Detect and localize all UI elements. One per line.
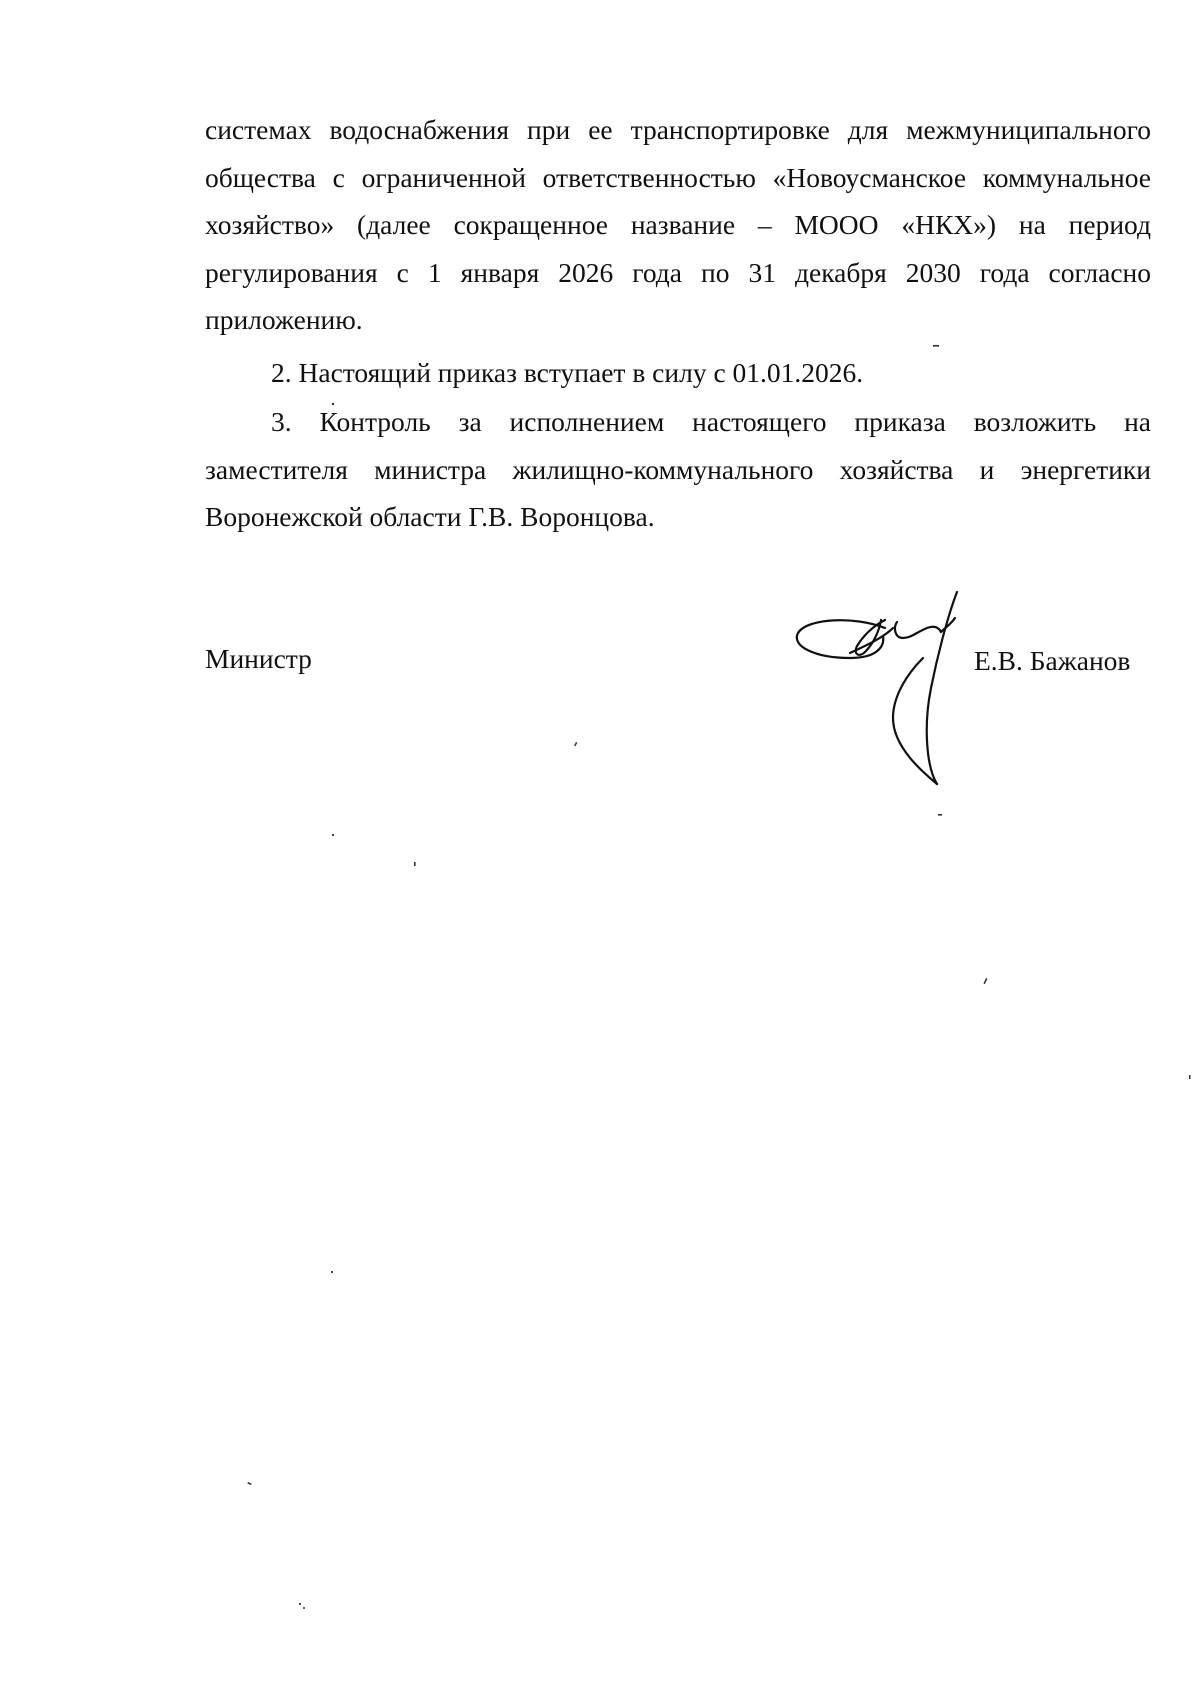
paragraph-control: 3. Контроль за исполнением настоящего приказа возложить на заместителя министра жилищно-коммунального хозяйства и энергетики Воронежской области Г.В. Воронцова. — [205, 406, 1151, 532]
handwritten-signature — [795, 588, 985, 788]
signatory-position: Министр — [205, 643, 312, 674]
paragraph-continued: системах водоснабжения при ее транспортировке для межмуниципального общества с ограниченной ответственностью «Новоусманское коммунальное хозяйство» (далее сокращенное название – МООО «НКХ») на период регулирования с 1 января 2026 года по 31 декабря 2030 года согласно приложению. — [205, 114, 1151, 335]
paragraph-effective-date: 2. Настоящий приказ вступает в силу с 01.01.2026. — [271, 357, 864, 388]
signatory-name: Е.В. Бажанов — [974, 645, 1131, 676]
